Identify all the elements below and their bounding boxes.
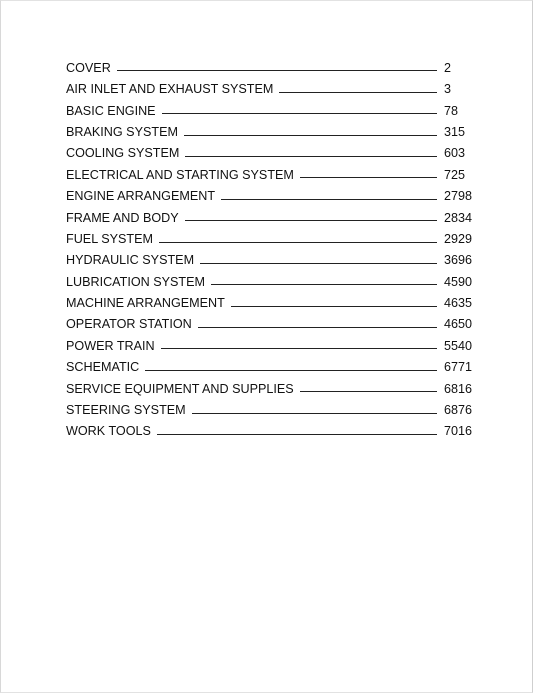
toc-leader-line bbox=[300, 391, 437, 392]
toc-entry[interactable] bbox=[66, 161, 476, 182]
toc-entry-title: POWER TRAIN bbox=[66, 338, 155, 353]
toc-entry[interactable] bbox=[66, 353, 476, 374]
toc-entry-title: STEERING SYSTEM bbox=[66, 403, 186, 418]
toc-entry[interactable] bbox=[66, 289, 476, 310]
toc-entry[interactable] bbox=[66, 204, 476, 225]
toc-entry[interactable] bbox=[66, 247, 476, 268]
toc-leader-line bbox=[185, 220, 437, 221]
toc-leader-line bbox=[184, 135, 437, 136]
toc-entry-page: 7016 bbox=[444, 424, 473, 439]
toc-entry-title: AIR INLET AND EXHAUST SYSTEM bbox=[66, 82, 274, 97]
toc-entry[interactable] bbox=[66, 375, 476, 396]
toc-entry[interactable] bbox=[66, 182, 476, 203]
toc-entry-page: 6771 bbox=[444, 360, 473, 375]
toc-leader-line bbox=[200, 263, 437, 264]
toc-entry-page: 6876 bbox=[444, 403, 473, 418]
toc-leader-line bbox=[198, 327, 437, 328]
toc-entry-title: ELECTRICAL AND STARTING SYSTEM bbox=[66, 167, 294, 182]
toc-leader-line bbox=[279, 92, 437, 93]
toc-entry-title: SCHEMATIC bbox=[66, 360, 140, 375]
toc-entry[interactable] bbox=[66, 311, 476, 332]
toc-entry-page: 2929 bbox=[444, 231, 473, 246]
toc-entry-title: WORK TOOLS bbox=[66, 424, 151, 439]
toc-entry-page: 603 bbox=[444, 146, 466, 161]
toc-entry-title: BASIC ENGINE bbox=[66, 103, 156, 118]
toc-entry-page: 6816 bbox=[444, 381, 473, 396]
toc-entry-title: ENGINE ARRANGEMENT bbox=[66, 189, 216, 204]
toc-entry-title: HYDRAULIC SYSTEM bbox=[66, 253, 195, 268]
toc-entry-title: COOLING SYSTEM bbox=[66, 146, 180, 161]
toc-entry[interactable] bbox=[66, 225, 476, 246]
toc-leader-line bbox=[192, 413, 437, 414]
toc-entry-title: OPERATOR STATION bbox=[66, 317, 192, 332]
toc-entry-page: 315 bbox=[444, 124, 466, 139]
toc-leader-line bbox=[231, 306, 437, 307]
toc-entry[interactable] bbox=[66, 396, 476, 417]
toc-entry-page: 2834 bbox=[444, 210, 473, 225]
toc-leader-line bbox=[157, 434, 437, 435]
toc-leader-line bbox=[159, 242, 437, 243]
table-of-contents bbox=[66, 54, 476, 439]
toc-leader-line bbox=[162, 113, 437, 114]
toc-entry-page: 78 bbox=[444, 103, 459, 118]
toc-entry-title: FRAME AND BODY bbox=[66, 210, 179, 225]
toc-leader-line bbox=[161, 348, 437, 349]
toc-leader-line bbox=[117, 70, 437, 71]
toc-entry-title: BRAKING SYSTEM bbox=[66, 124, 178, 139]
toc-entry-page: 3696 bbox=[444, 253, 473, 268]
toc-entry-title: MACHINE ARRANGEMENT bbox=[66, 296, 225, 311]
toc-entry-title: SERVICE EQUIPMENT AND SUPPLIES bbox=[66, 381, 294, 396]
toc-entry[interactable] bbox=[66, 140, 476, 161]
toc-entry[interactable] bbox=[66, 75, 476, 96]
toc-entry[interactable] bbox=[66, 97, 476, 118]
toc-entry[interactable] bbox=[66, 418, 476, 439]
toc-entry-page: 2798 bbox=[444, 189, 473, 204]
toc-leader-line bbox=[221, 199, 437, 200]
toc-entry-page: 4650 bbox=[444, 317, 473, 332]
toc-entry[interactable] bbox=[66, 54, 476, 75]
toc-entry[interactable] bbox=[66, 268, 476, 289]
toc-entry-page: 5540 bbox=[444, 338, 473, 353]
toc-leader-line bbox=[211, 284, 437, 285]
toc-entry-page: 4635 bbox=[444, 296, 473, 311]
toc-entry-title: COVER bbox=[66, 60, 111, 75]
toc-entry-page: 3 bbox=[444, 82, 452, 97]
toc-leader-line bbox=[145, 370, 437, 371]
toc-entry[interactable] bbox=[66, 118, 476, 139]
toc-entry-title: LUBRICATION SYSTEM bbox=[66, 274, 206, 289]
toc-entry-title: FUEL SYSTEM bbox=[66, 231, 154, 246]
toc-entry[interactable] bbox=[66, 332, 476, 353]
toc-entry-page: 2 bbox=[444, 60, 452, 75]
toc-entry-page: 725 bbox=[444, 167, 466, 182]
toc-leader-line bbox=[185, 156, 437, 157]
toc-leader-line bbox=[300, 177, 437, 178]
toc-entry-page: 4590 bbox=[444, 274, 473, 289]
